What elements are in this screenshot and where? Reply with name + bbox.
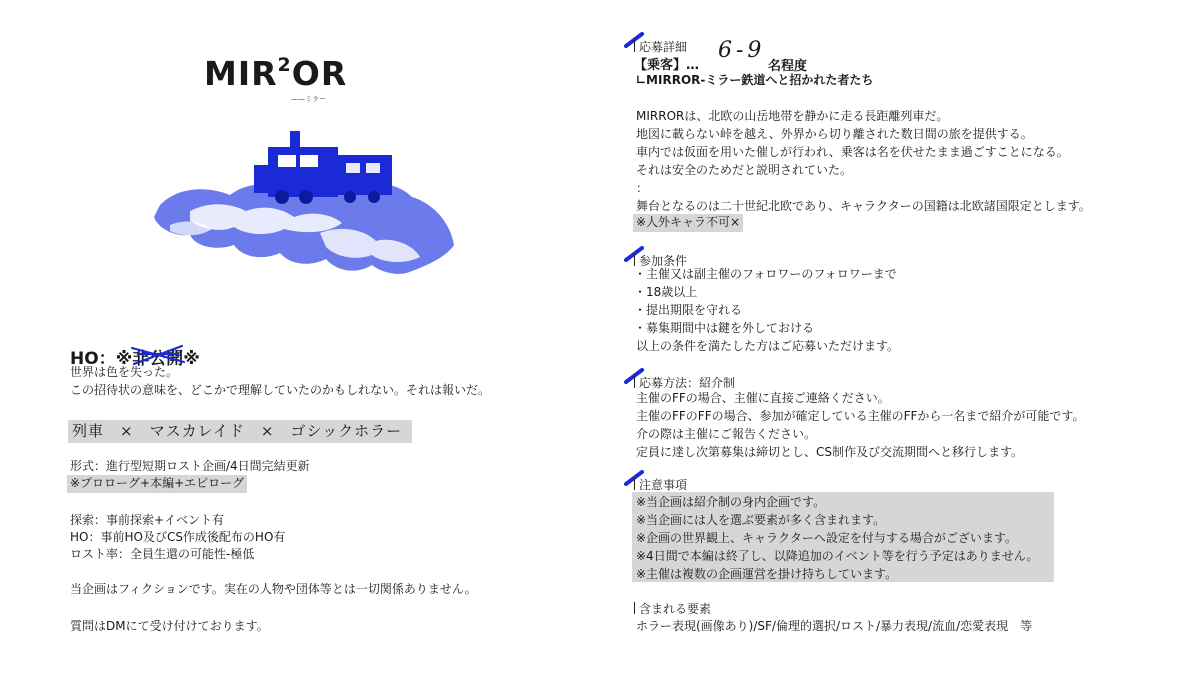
passenger-count: 6-9 (718, 38, 766, 63)
ho-struck-text: 非公開 (132, 349, 184, 369)
section-bar (634, 40, 635, 52)
method-item: 主催のFFのFFの場合、参加が確定している主催のFFから一名まで紹介が可能です。 (636, 409, 1085, 423)
passenger-count-unit: 名程度 (768, 59, 808, 74)
elements-body: ホラー表現(画像あり)/SF/倫理的選択/ロスト/暴力表現/流血/恋愛表現 等 (636, 619, 1033, 633)
section-bar (634, 376, 635, 388)
detail-lost-rate: ロスト率：全員生還の可能性-極低 (70, 547, 255, 561)
notes-title-text: 注意事項 (639, 478, 688, 492)
logo-title (204, 54, 347, 93)
note-item: ※当企画には人を選ぶ要素が多く含まれます。 (636, 513, 886, 527)
logo-superscript: 2 (277, 54, 292, 76)
tagline-text: 列車 × マスカレイド × ゴシックホラー (72, 422, 403, 440)
condition-item: ・募集期間中は鍵を外しておける (634, 321, 815, 335)
recruit-body-1: MIRRORは、北欧の山岳地帯を静かに走る長距離列車だ。 (636, 109, 949, 123)
condition-item: ・主催又は副主催のフォロワーのフォロワーまで (634, 267, 897, 281)
recruit-subtitle: ∟MIRROR-ミラー鉄道へと招かれた者たち (636, 73, 874, 87)
format-line: 形式：進行型短期ロスト企画/4日間完結更新 (70, 459, 310, 473)
method-item: 定員に達し次第募集は締切とし、CS制作及び交流期間へと移行します。 (636, 445, 1024, 459)
ho-mark-right: ※ (183, 349, 200, 369)
notes-title (634, 476, 687, 493)
conditions-title-text: 参加条件 (639, 254, 688, 268)
method-title (634, 374, 735, 391)
ho-mark-left: ※ (115, 349, 133, 369)
recruit-body-4: それは安全のためだと説明されていた。 (636, 163, 853, 177)
format-highlight-row (67, 475, 247, 493)
method-item: 主催のFFの場合、主催に直接ご連絡ください。 (636, 391, 890, 405)
condition-item: ・提出期限を守れる (634, 303, 743, 317)
recruit-body-2: 地図に載らない峠を越え、外界から切り離された数日間の旅を提供する。 (636, 127, 1033, 141)
note-item: ※主催は複数の企画運営を掛け持ちしています。 (636, 567, 898, 581)
question-note: 質問はDMにて受け付けております。 (70, 619, 269, 633)
section-bar (634, 478, 635, 490)
recruit-body-3: 車内では仮面を用いた催しが行われ、乗客は名を伏せたまま過ごすことになる。 (636, 145, 1069, 159)
tagline-banner (68, 420, 412, 443)
logo-subtitle: ——ミラー (291, 95, 326, 103)
elements-title (634, 600, 711, 617)
recruit-highlight: ※人外キャラ不可× (633, 214, 743, 232)
section-bar (634, 254, 635, 266)
condition-item: ・18歳以上 (634, 285, 698, 299)
format-highlight: ※プロローグ+本編+エピローグ (67, 475, 247, 493)
note-item: ※企画の世界観上、キャラクターへ設定を付与する場合がございます。 (636, 531, 1017, 545)
recruit-highlight-row (633, 214, 743, 232)
train-illustration (150, 125, 460, 285)
fiction-note: 当企画はフィクションです。実在の人物や団体等とは一切関係ありません。 (70, 582, 477, 596)
recruit-body-5: ： (636, 181, 649, 195)
recruit-body-6: 舞台となるのは二十世紀北欧であり、キャラクターの国籍は北欧諸国限定とします。 (636, 199, 1091, 213)
section-bar (634, 602, 635, 614)
passenger-label: 【乗客】… (634, 58, 700, 73)
note-item: ※当企画は紹介制の身内企画です。 (636, 495, 826, 509)
ho-prefix: HO： (70, 349, 116, 369)
detail-explore: 探索：事前探索+イベント有 (70, 513, 225, 527)
recruit-title (634, 38, 687, 55)
logo-tail: OR (291, 54, 348, 93)
note-item: ※4日間で本編は終了し、以降追加のイベント等を行う予定はありません。 (636, 549, 1039, 563)
condition-summary: 以上の条件を満たした方はご応募いただけます。 (636, 339, 900, 353)
ho-line-2: この招待状の意味を、どこかで理解していたのかもしれない。それは報いだ。 (70, 383, 491, 397)
method-title-text: 応募方法：紹介制 (639, 376, 736, 390)
detail-ho: HO：事前HO及びCS作成後配布のHO有 (70, 530, 286, 544)
ho-line-1: 世界は色を失った。 (70, 365, 179, 379)
method-item: 介の際は主催にご報告ください。 (636, 427, 817, 441)
recruit-title-text: 応募詳細 (639, 40, 688, 54)
elements-title-text: 含まれる要素 (639, 602, 712, 616)
logo-main: MIR (204, 54, 278, 93)
